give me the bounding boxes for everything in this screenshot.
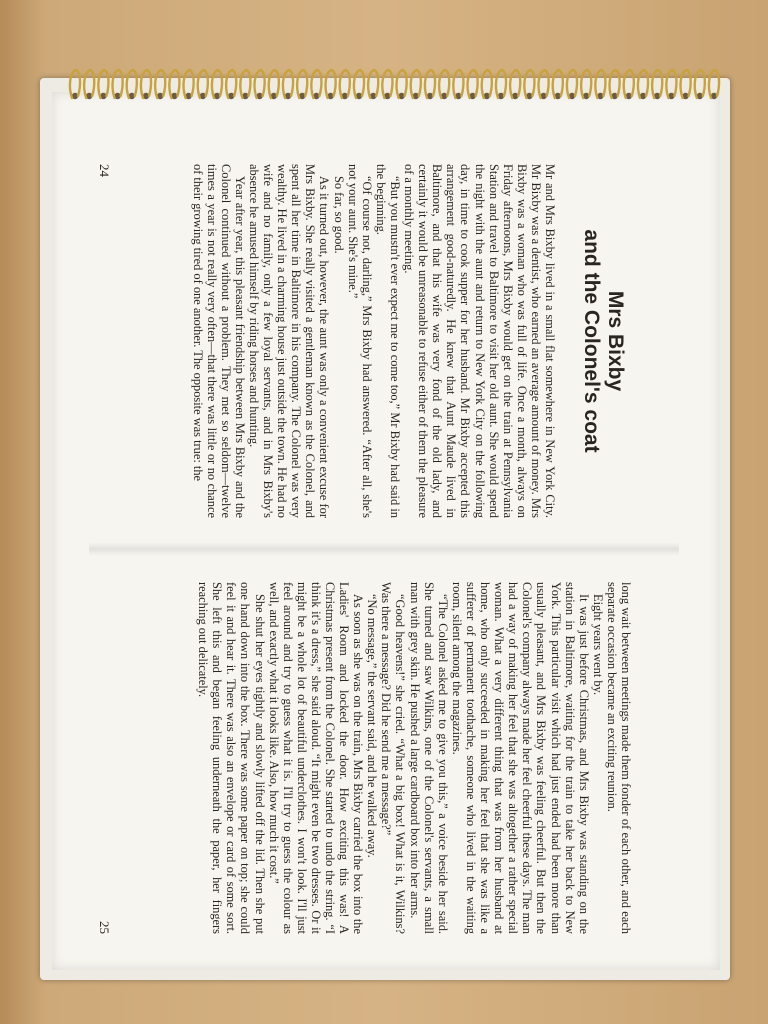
story-title-line-1: Mrs Bixby	[604, 290, 627, 392]
paragraph: She shut her eyes tightly and slowly lifted off the lid. Then she put one hand down into the box. There was some paper on top; she could feel it and hear it. There was also an envelope or card of some sort. She left this and began feeling underneath the paper, her fingers reaching out delicately.	[196, 582, 267, 934]
paragraph: Mr and Mrs Bixby lived in a small flat somewhere in New York City. Mr Bixby was a dentist, who earned an average amount of money. Mrs Bixby was a woman who was full of life. Once a month, always on Friday afternoons, Mrs Bixby would get on the train at Pennsylvania Station and travel to Baltimore to visit her old aunt. She would spend the night with the aunt and return to New York City on the following day, in time to cook supper for her husband. Mr Bixby accepted this arrangement good-naturedly. He knew that Aunt Maude lived in Baltimore, and that his wife was very fond of the old lady, and certainly it would be unreasonable to refuse either of them the pleasure of a monthly meeting.	[402, 164, 557, 518]
spiral-binding	[0, 0, 768, 110]
left-page	[89, 130, 679, 542]
paragraph: It was just before Christmas, and Mrs Bixby was standing on the station in Baltimore, waiting for the train to take her back to New York. This particular visit which had just ended had been more than usually pleasant, and Mrs Bixby was feeling cheerful. But then the Colonel's company always made her feel cheerful these days. The man had a way of making her feel that she was altogether a rather special woman. What a very different thing that was from her husband at home, who only succeeded in making her feel that she was like a sufferer of permanent toothache, someone who lived in the waiting room, silent among the magazines.	[449, 582, 591, 934]
paragraph: As soon as she was on the train, Mrs Bixby carried the box into the Ladies' Room and locked the door. How exciting this was! A Christmas present from the Colonel. She started to undo the string. “I think it's a dress,” she said aloud. “It might even be two dresses. Or it might be a whole lot of beautiful underclothes. I won't look. I'll just feel around and try to guess what it is. I'll try to guess the colour as well, and exactly what it looks like. Also, how much it cost.”	[266, 582, 366, 934]
paragraph: Eight years went by.	[590, 594, 605, 696]
paragraph: So far, so good.	[331, 176, 346, 254]
page-gutter	[89, 542, 679, 556]
page-number-right: 25	[97, 921, 113, 934]
right-page	[89, 556, 679, 968]
paragraph: long wait between meetings made them fonder of each other, and each separate occasion became an exciting reunion.	[604, 582, 633, 934]
paragraph: Year after year, this pleasant friendship between Mrs Bixby and the Colonel continued without a problem. They met so seldom—twelve times a year is not really very often—that there was little or no chance of their growing tired of one another. The opposite was true: the	[190, 164, 247, 518]
paragraph: “No message,” the servant said, and he walked away.	[365, 594, 380, 858]
paragraph: As it turned out, however, the aunt was only a convenient excuse for Mrs Bixby. She really visited a gentleman known as the Colonel, and spent all her time in Baltimore in his company. The Colonel was very wealthy. He lived in a charming house just outside the town. He had no wife and no family, only a few loyal servants, and in Mrs Bixby's absence he amused himself by riding horses and hunting.	[247, 164, 332, 518]
paragraph: “Of course not, darling,” Mrs Bixby had answered. “After all, she's not your aunt. She's mine.”	[345, 164, 374, 518]
paragraph: “Good heavens!” she cried. “What a big box! What is it, Wilkins? Was there a message? Did he send me a message?”	[379, 582, 408, 934]
book-spread	[89, 130, 679, 968]
paragraph: “But you mustn't ever expect me to come too,” Mr Bixby had said in the beginning.	[373, 164, 402, 518]
page-number-left: 24	[97, 164, 113, 177]
story-title-line-2: and the Colonel's coat	[580, 229, 603, 453]
story-title	[579, 164, 627, 518]
paragraph: “The Colonel asked me to give you this,” a voice beside her said. She turned and saw Wilkins, one of the Colonel's servants, a small man with grey skin. He pushed a large cardboard box into her arms.	[407, 582, 450, 934]
